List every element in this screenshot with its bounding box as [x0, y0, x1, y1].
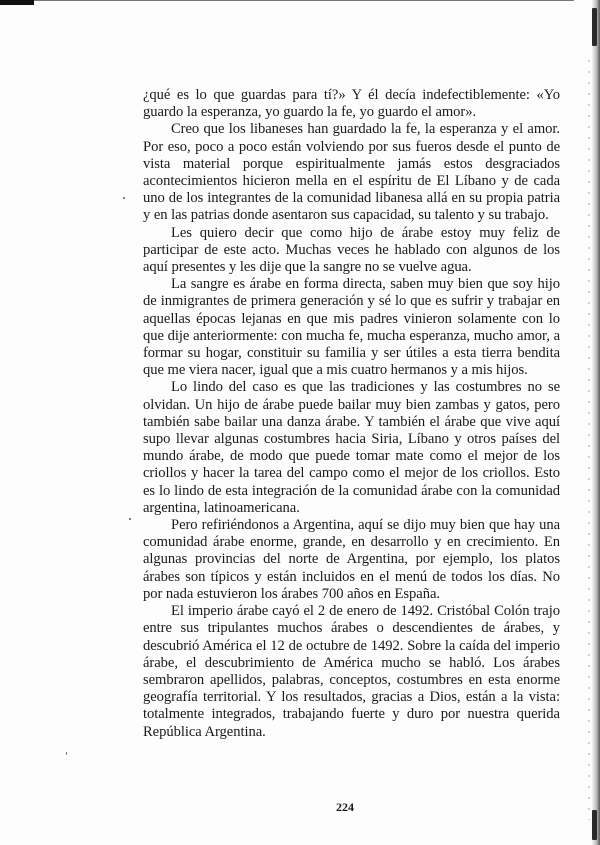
page-number: 224 [336, 800, 354, 814]
scan-border-top-mark [0, 0, 34, 5]
paragraph-6: Pero refiriéndonos a Argentina, aquí se dijo muy bien que hay una comunidad árabe enorme, grande, en desarrollo y en crecimiento. En algunas provincias del norte de Argentina, por ejemplo, los platos árabes son típicos y están incluidos en el menú de todos los días. No por nada estuvieron los árabes 700 años en España. [143, 517, 560, 602]
paragraph-5: Lo lindo del caso es que las tradiciones y las costumbres no se olvidan. Un hijo de árabe puede bailar muy bien zambas y gatos, pero también sabe bailar una danza árabe. Y también el árabe que vive aquí supo llevar algunas costumbres hacia Siria, Líbano y otros países del mundo árabe, de modo que puede tomar mate como el mejor de los criollos y hacer la tarea del campo como el mejor de los criollos. Esto es lo lindo de esta integración de la comunidad árabe con la comunidad argentina, latinoamericana. [143, 379, 560, 516]
scan-border-right-edge [592, 0, 600, 845]
scan-border-right-dots [588, 60, 590, 820]
scan-speck [129, 518, 131, 520]
paragraph-7: El imperio árabe cayó el 2 de enero de 1492. Cristóbal Colón trajo entre sus tripulantes muchos árabes o descendientes de árabes, y descubrió América el 12 de octubre de 1492. Sobre la caída del imperio árabe, el descubrimiento de América mucho se habló. Los árabes sembraron apellidos, palabras, conceptos, costumbres en esta enorme geografía territorial. Y los resultados, gracias a Dios, están a la vista: totalmente integrados, trabajando fuerte y duro por nuestra querida República Argentina. [143, 603, 560, 740]
scan-speck [66, 752, 67, 755]
body-text [143, 87, 560, 741]
scan-border-right-mark-top [592, 8, 597, 46]
scan-border-top-line [34, 0, 574, 1]
paragraph-3: Les quiero decir que como hijo de árabe estoy muy feliz de participar de este acto. Muchas veces he hablado con algunos de los aquí presentes y les dije que la sangre no se vuelve agua. [143, 224, 560, 276]
scan-speck [123, 197, 125, 199]
paragraph-4: La sangre es árabe en forma directa, saben muy bien que soy hijo de inmigrantes de primera generación y sé lo que es sufrir y trabajar en aquellas épocas lejanas en que mis padres vinieron solamente con lo que dije anteriormente: con mucha fe, mucha esperanza, mucho amor, a formar su hogar, constituir su familia y ser útiles a esta tierra bendita que me viera nacer, igual que a mis cuatro hermanos y a mis hijos. [143, 276, 560, 379]
paragraph-2: Creo que los libaneses han guardado la fe, la esperanza y el amor. Por eso, poco a poco están volviendo por sus fueros desde el punto de vista material porque espiritualmente jamás estos desgraciados acontecimientos hicieron mella en el espíritu de El Líbano y de cada uno de los integrantes de la comunidad libanesa allá en su propia patria y en las patrias donde asentaron sus capacidad, su talento y su trabajo. [143, 121, 560, 224]
paragraph-1: ¿qué es lo que guardas para tí?» Y él decía indefectiblemente: «Yo guardo la esperanza, yo guardo la fe, yo guardo el amor». [143, 87, 560, 121]
